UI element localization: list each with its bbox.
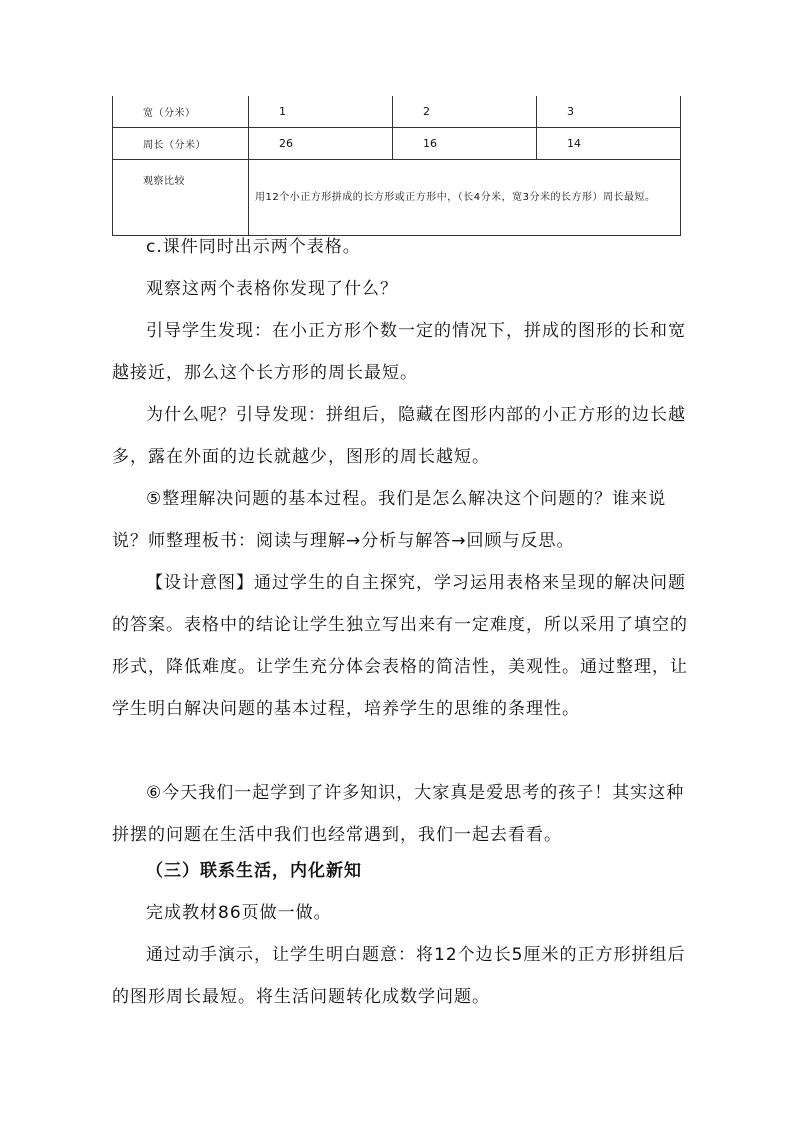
paragraph-text: 观察这两个表格你发现了什么？	[146, 279, 398, 299]
table-cell: 14	[537, 128, 681, 160]
row-header-perimeter: 周长（分米）	[113, 128, 249, 160]
paragraph-text: 引导学生发现：在小正方形个数一定的情况下，拼成的图形的长和宽越接近，那么这个长方形的周长最短。	[112, 321, 686, 383]
paragraph-textbook	[112, 892, 692, 934]
table-cell: 16	[393, 128, 537, 160]
table-cell: 2	[393, 96, 537, 128]
paragraph-why	[112, 394, 692, 478]
table-cell: 1	[249, 96, 393, 128]
table-row-width	[113, 96, 681, 128]
row-header-width: 宽（分米）	[113, 96, 249, 128]
paragraph-design-intent	[112, 562, 692, 730]
paragraph-demo	[112, 934, 692, 1018]
paragraph-text: 为什么呢？引导发现：拼组后，隐藏在图形内部的小正方形的边长越多，露在外面的边长就越少，图形的周长越短。	[112, 405, 686, 467]
table-row-observation	[113, 160, 681, 236]
paragraph-courseware	[112, 226, 692, 268]
section-heading	[112, 850, 692, 892]
data-table	[112, 96, 681, 236]
table-cell: 3	[537, 96, 681, 128]
paragraph-summary-process	[112, 478, 692, 562]
table-cell: 26	[249, 128, 393, 160]
paragraph-text: ⑤整理解决问题的基本过程。我们是怎么解决这个问题的？谁来说说？师整理板书：阅读与理解→分析与解答→回顾与反思。	[112, 489, 667, 551]
table-row-perimeter	[113, 128, 681, 160]
paragraph-question	[112, 268, 692, 310]
paragraph-text: 通过动手演示，让学生明白题意：将12个边长5厘米的正方形拼组后的图形周长最短。将生活问题转化成数学问题。	[112, 945, 686, 1007]
paragraph-text: 完成教材86页做一做。	[146, 903, 332, 923]
paragraph-text: ⑥今天我们一起学到了许多知识，大家真是爱思考的孩子！其实这种拼摆的问题在生活中我们也经常遇到，我们一起去看看。	[112, 783, 685, 845]
paragraph-text: 【设计意图】通过学生的自主探究，学习运用表格来呈现的解决问题的答案。表格中的结论让学生独立写出来有一定难度，所以采用了填空的形式，降低难度。让学生充分体会表格的简洁性，美观性。通过整理，让学生明白解决问题的基本过程，培养学生的思维的条理性。	[112, 573, 688, 719]
paragraph-text: c.课件同时出示两个表格。	[146, 237, 361, 257]
row-header-observation: 观察比较	[113, 160, 249, 236]
paragraph-transition	[112, 772, 692, 856]
observation-cell: 用12个小正方形拼成的长方形或正方形中，（长4分米，宽3分米的长方形）周长最短。	[249, 160, 681, 236]
paragraph-guide-discovery	[112, 310, 692, 394]
section-heading-text: （三）联系生活，内化新知	[146, 861, 362, 881]
